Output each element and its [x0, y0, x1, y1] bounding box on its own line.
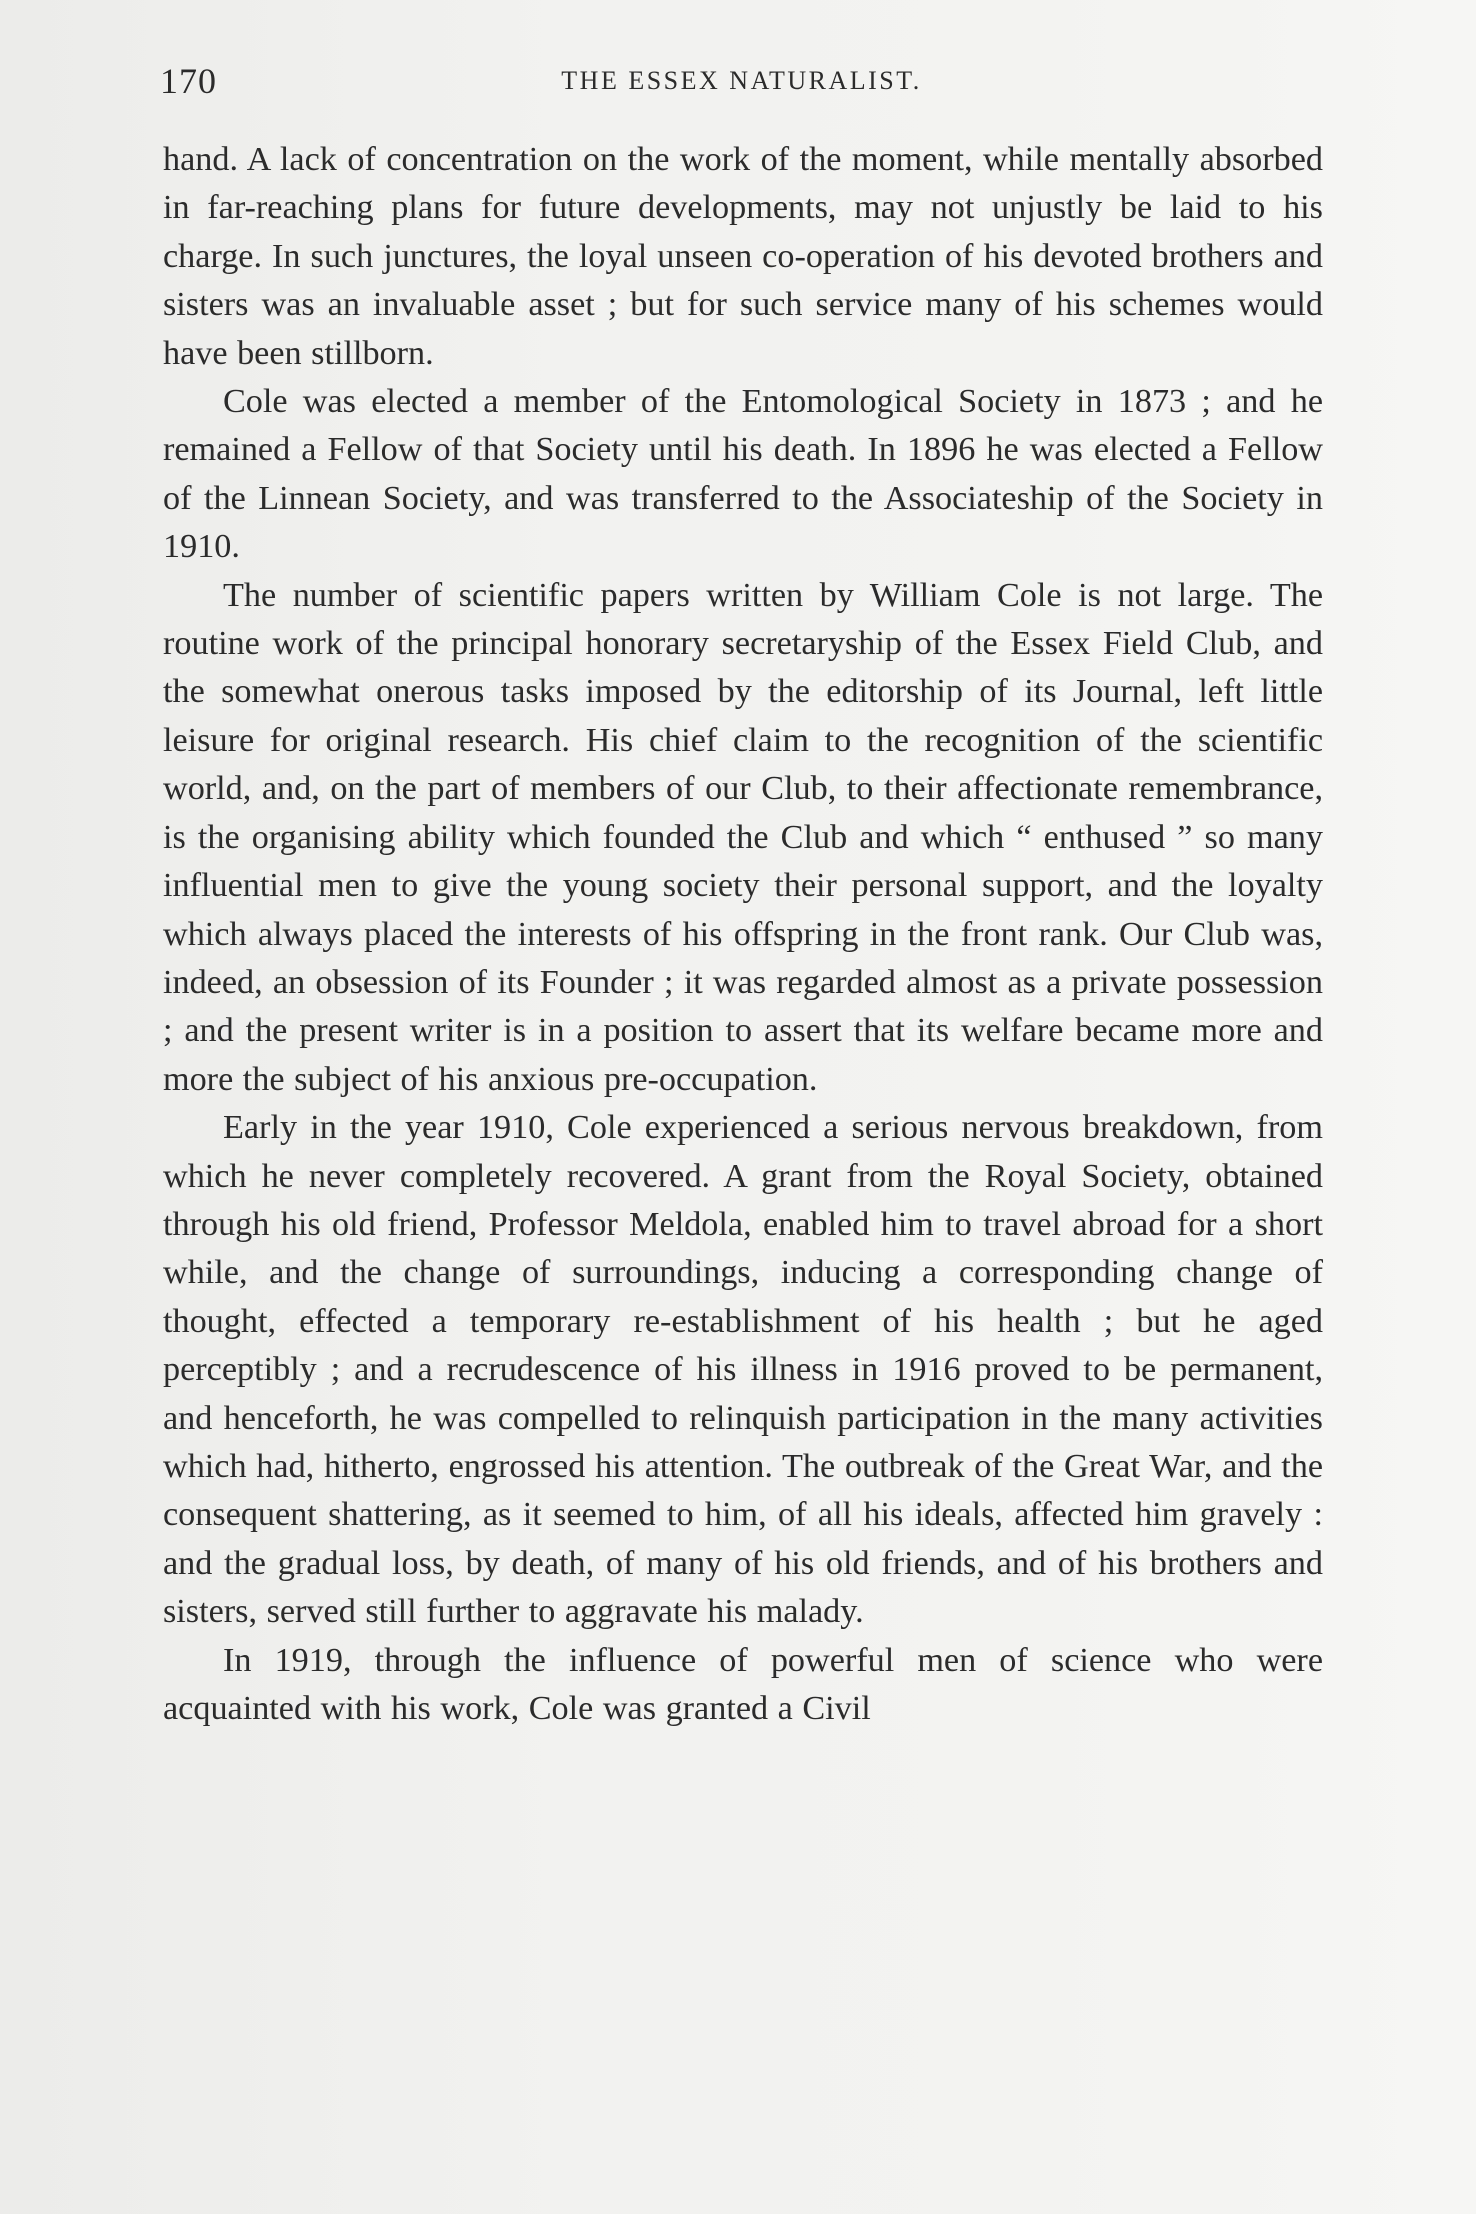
- running-head: [160, 60, 1323, 110]
- paragraph-civil-list: In 1919, through the influence of powerful men of science who were acquainted with his work, Cole was granted a Civil: [163, 1641, 1323, 1727]
- paragraph-scientific-papers: The number of scientific papers written by William Cole is not large. The routine work of the principal honorary secretaryship of the Essex Field Club, and the somewhat onerous tasks imposed by the editorship of its Journal, left little leisure for original research. His chief claim to the recognition of the scientific world, and, on the part of members of our Club, to their affectionate remembrance, is the organising ability which founded the Club and which “ enthused ” so many influential men to give the young society their personal support, and the loyalty which always placed the interests of his offspring in the front rank. Our Club was, indeed, an obsession of its Founder ; it was regarded almost as a private possession ; and the present writer is in a position to assert that its welfare became more and more the subject of his anxious pre-occupation.: [163, 576, 1323, 1098]
- page-number: 170: [160, 61, 217, 101]
- journal-title: THE ESSEX NATURALIST.: [561, 66, 922, 95]
- body-text: [163, 136, 1323, 1733]
- paragraph-illness: Early in the year 1910, Cole experienced a serious nervous breakdown, from which he never completely recovered. A grant from the Royal Society, obtained through his old friend, Professor Meldola, enabled him to travel abroad for a short while, and the change of surroundings, inducing a corresponding change of thought, effected a temporary re-establishment of his health ; but he aged perceptibly ; and a recrudescence of his illness in 1916 proved to be permanent, and henceforth, he was compelled to relinquish participation in the many activities which had, hitherto, engrossed his attention. The outbreak of the Great War, and the consequent shattering, as it seemed to him, of all his ideals, affected him gravely : and the gradual loss, by death, of many of his old friends, and of his brothers and sisters, served still further to aggravate his malady.: [163, 1109, 1323, 1631]
- paragraph-continuation: hand. A lack of concentration on the work of the moment, while mentally absorbed in far-reaching plans for future developments, may not unjustly be laid to his charge. In such junctures, the loyal unseen co-operation of his devoted brothers and sisters was an invaluable asset ; but for such service many of his schemes would have been stillborn.: [163, 141, 1323, 372]
- paragraph-societies: Cole was elected a member of the Entomological Society in 1873 ; and he remained a Fellow of that Society until his death. In 1896 he was elected a Fellow of the Linnean Society, and was transferred to the Associateship of the Society in 1910.: [163, 383, 1323, 566]
